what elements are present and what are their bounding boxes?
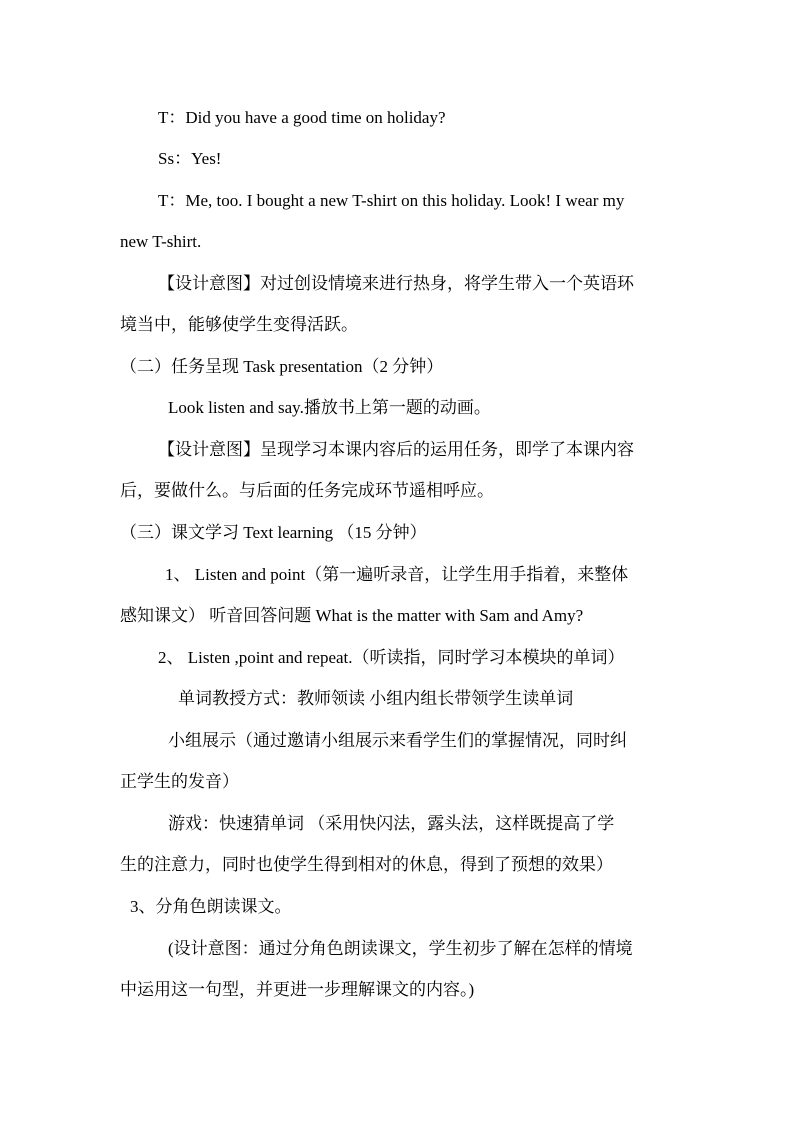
design-intent-1-cont: 境当中，能够使学生变得活跃。 [120,315,358,334]
step-1: 1、 Listen and point（第一遍听录音，让学生用手指着，来整体 [165,565,629,584]
design-intent-3: (设计意图：通过分角色朗读课文，学生初步了解在怎样的情境 [168,939,633,958]
step-1-cont: 感知课文） 听音回答问题 What is the matter with Sam and Amy? [120,606,584,625]
game-guess-words: 游戏：快速猜单词 （采用快闪法，露头法，这样既提高了学 [168,814,615,833]
section-heading-task-presentation: （二）任务呈现 Task presentation（2 分钟） [120,357,444,376]
dialogue-teacher-reply: T：Me, too. I bought a new T-shirt on this holiday. Look! I wear my [158,191,625,210]
word-teaching-method: 单词教授方式：教师领读 小组内组长带领学生读单词 [178,689,574,708]
group-showcase-cont: 正学生的发音） [120,772,239,791]
design-intent-2-cont: 后，要做什么。与后面的任务完成环节遥相呼应。 [120,481,494,500]
design-intent-3-cont: 中运用这一句型，并更进一步理解课文的内容。) [120,980,475,999]
game-guess-words-cont: 生的注意力，同时也使学生得到相对的休息，得到了预想的效果） [120,855,613,874]
design-intent-1: 【设计意图】对过创设情境来进行热身，将学生带入一个英语环 [158,274,634,293]
step-2: 2、 Listen ,point and repeat.（听读指，同时学习本模块的单词） [158,648,625,667]
dialogue-students-answer: Ss：Yes! [158,149,222,168]
dialogue-teacher-reply-cont: new T-shirt. [120,232,202,251]
dialogue-teacher-question: T：Did you have a good time on holiday? [158,108,446,127]
design-intent-2: 【设计意图】呈现学习本课内容后的运用任务，即学了本课内容 [158,440,634,459]
section-heading-text-learning: （三）课文学习 Text learning （15 分钟） [120,523,427,542]
group-showcase: 小组展示（通过邀请小组展示来看学生们的掌握情况，同时纠 [168,731,627,750]
task-presentation-text: Look listen and say.播放书上第一题的动画。 [168,398,491,417]
step-3: 3、分角色朗读课文。 [130,897,292,916]
